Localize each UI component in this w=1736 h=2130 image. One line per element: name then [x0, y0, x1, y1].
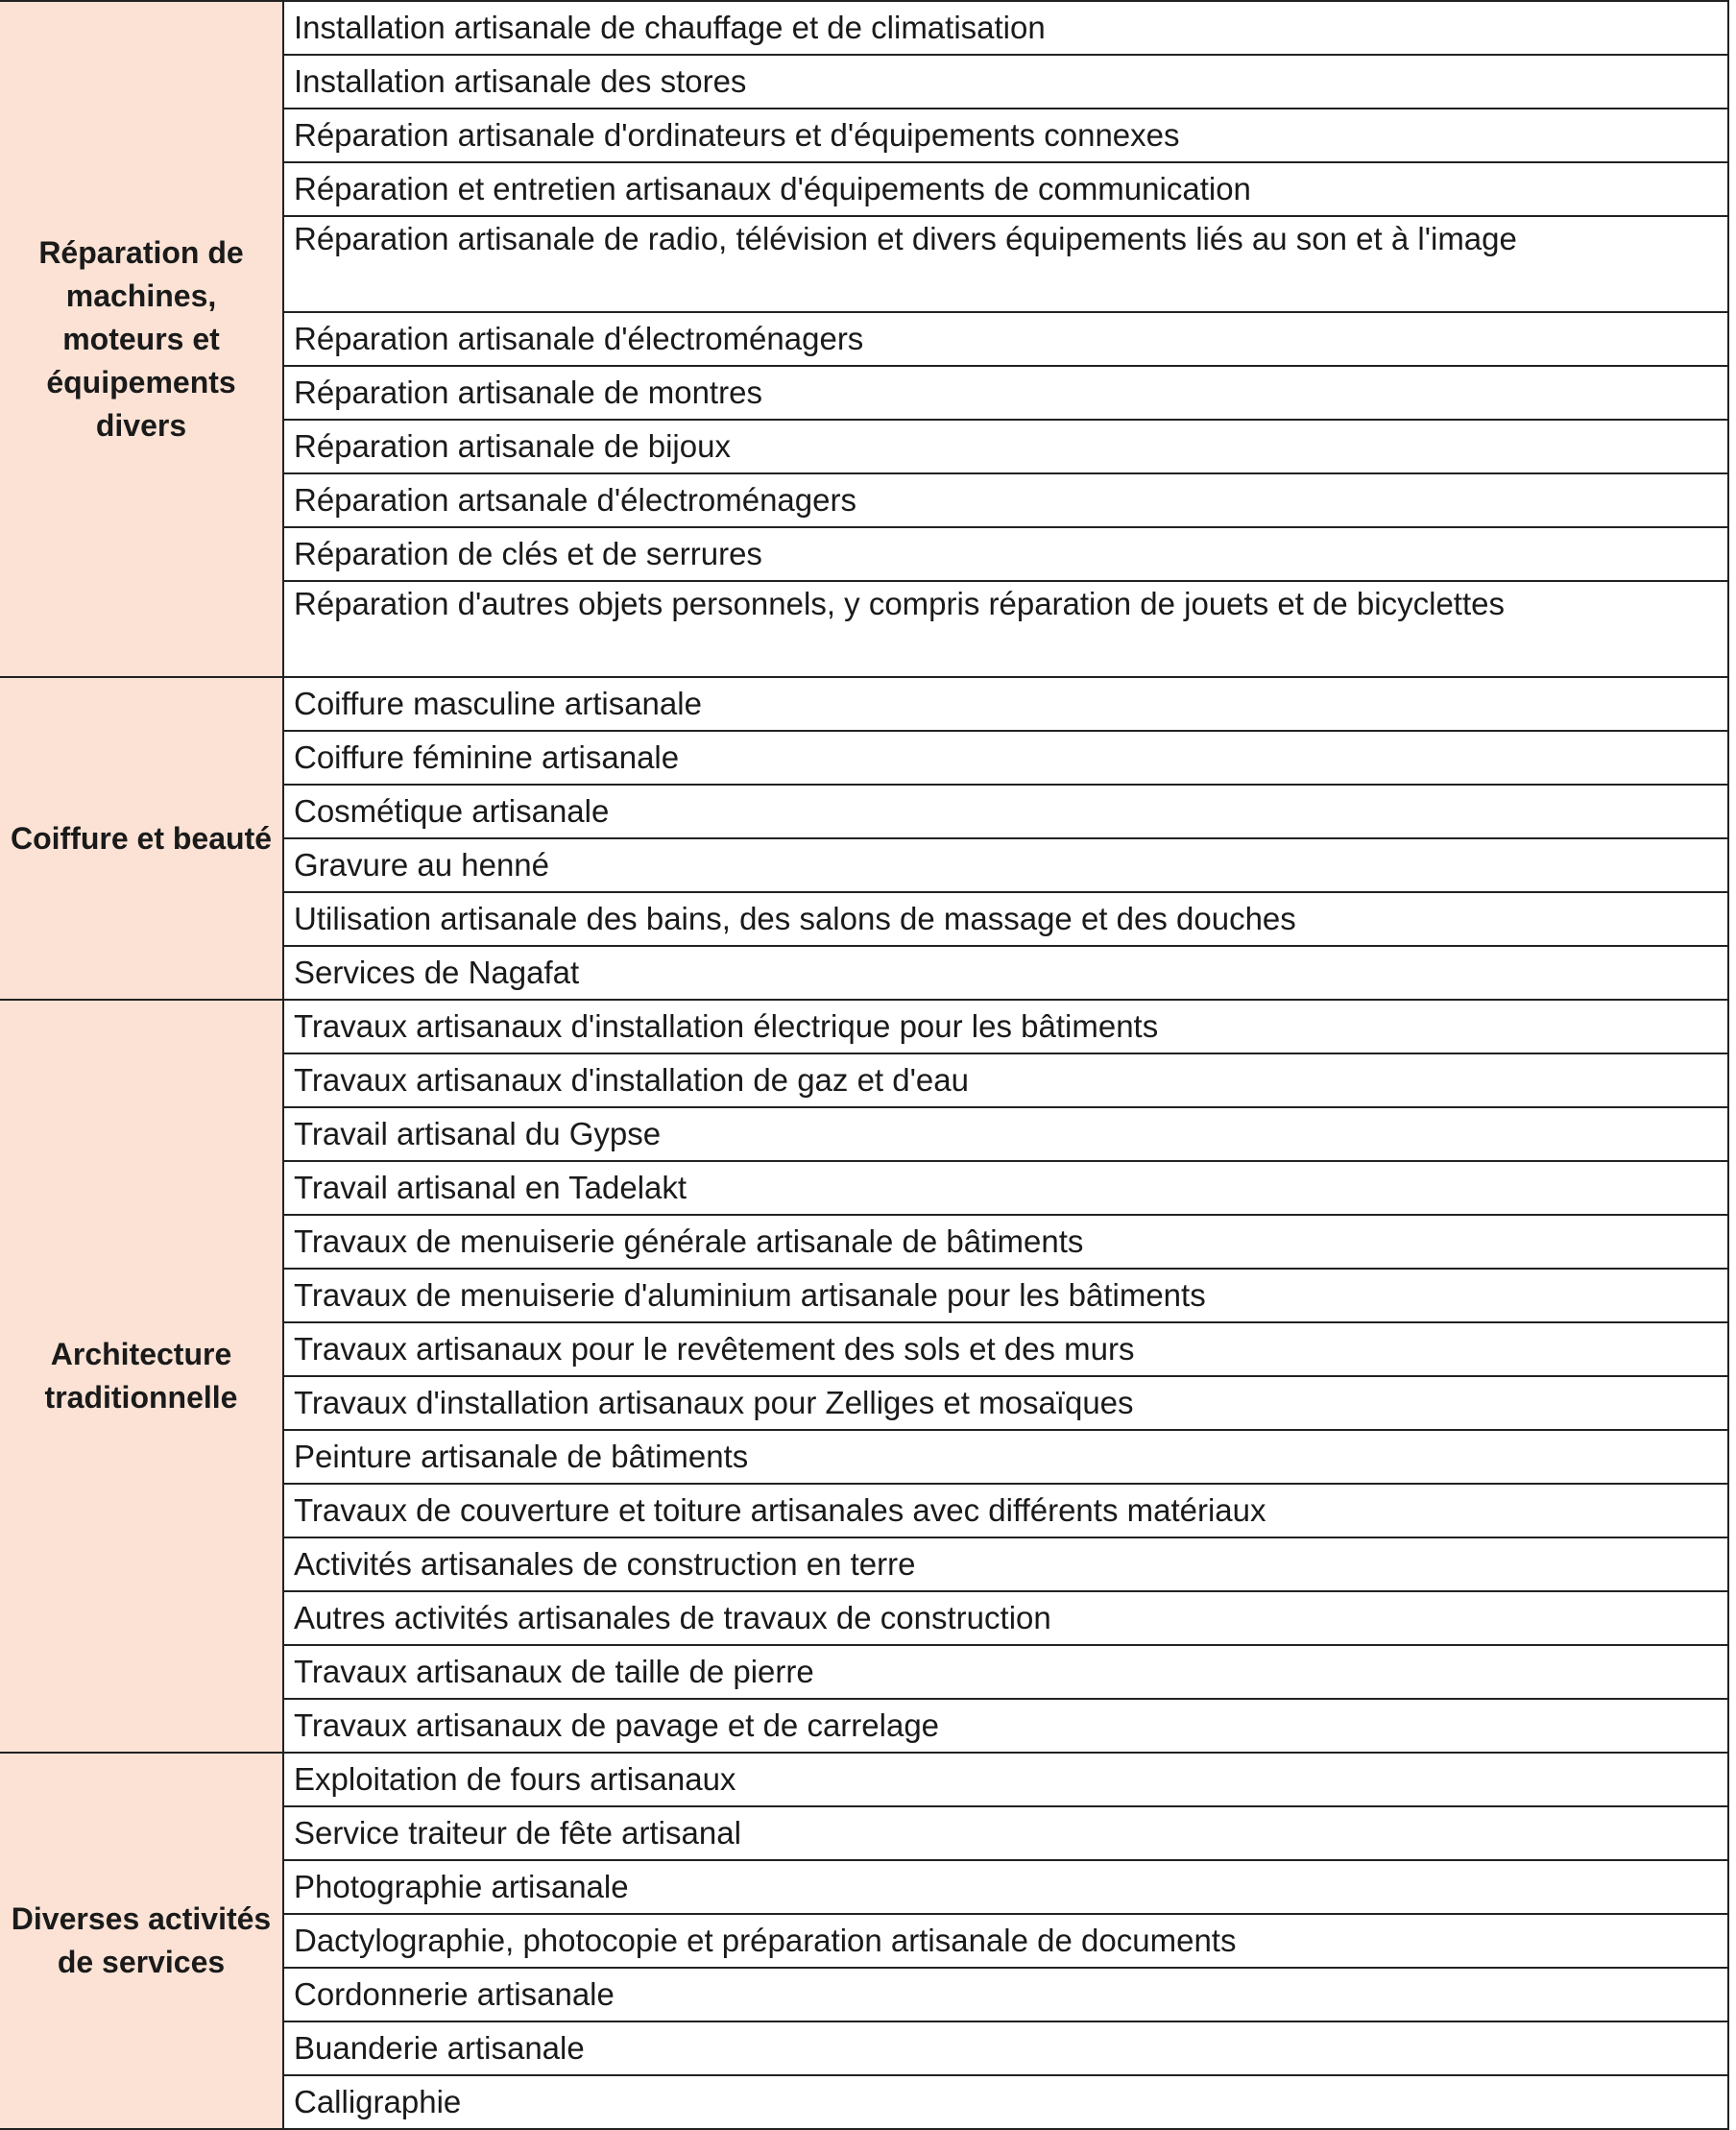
- activity-cell: Réparation artisanale d'électroménagers: [283, 312, 1728, 366]
- activity-cell: Coiffure masculine artisanale: [283, 677, 1728, 731]
- activity-cell: Installation artisanale de chauffage et de climatisation: [283, 1, 1728, 55]
- activity-cell: Dactylographie, photocopie et préparation artisanale de documents: [283, 1914, 1728, 1968]
- activity-cell: Cordonnerie artisanale: [283, 1968, 1728, 2021]
- activity-cell: Coiffure féminine artisanale: [283, 731, 1728, 785]
- activity-cell: Travaux de menuiserie d'aluminium artisanale pour les bâtiments: [283, 1269, 1728, 1322]
- activity-cell: Réparation artisanale de radio, télévision et divers équipements liés au son et à l'image: [283, 216, 1728, 312]
- activity-cell: Cosmétique artisanale: [283, 785, 1728, 838]
- activity-cell: Service traiteur de fête artisanal: [283, 1806, 1728, 1860]
- category-cell-architecture: Architecture traditionnelle: [0, 1000, 283, 1753]
- activity-cell: Travail artisanal du Gypse: [283, 1107, 1728, 1161]
- activity-cell: Travaux d'installation artisanaux pour Zelliges et mosaïques: [283, 1376, 1728, 1430]
- activity-cell: Réparation et entretien artisanaux d'équipements de communication: [283, 162, 1728, 216]
- activity-cell: Buanderie artisanale: [283, 2021, 1728, 2075]
- activity-cell: Réparation artisanale de bijoux: [283, 420, 1728, 473]
- table-row: [0, 1000, 1728, 1053]
- activity-cell: Travaux de couverture et toiture artisanales avec différents matériaux: [283, 1484, 1728, 1537]
- activity-cell: Réparation artisanale de montres: [283, 366, 1728, 420]
- activity-cell: Photographie artisanale: [283, 1860, 1728, 1914]
- activity-cell: Installation artisanale des stores: [283, 55, 1728, 109]
- activity-cell: Travaux artisanaux d'installation de gaz et d'eau: [283, 1053, 1728, 1107]
- category-cell-repair: Réparation de machines, moteurs et équipements divers: [0, 1, 283, 677]
- table-row: [0, 677, 1728, 731]
- activity-cell: Réparation artsanale d'électroménagers: [283, 473, 1728, 527]
- activity-cell: Activités artisanales de construction en terre: [283, 1537, 1728, 1591]
- activity-cell: Réparation de clés et de serrures: [283, 527, 1728, 581]
- category-cell-services: Diverses activités de services: [0, 1753, 283, 2129]
- table-row: [0, 1, 1728, 55]
- activity-cell: Autres activités artisanales de travaux de construction: [283, 1591, 1728, 1645]
- activity-cell: Travaux artisanaux de taille de pierre: [283, 1645, 1728, 1699]
- activity-cell: Gravure au henné: [283, 838, 1728, 892]
- activity-cell: Calligraphie: [283, 2075, 1728, 2129]
- activity-cell: Peinture artisanale de bâtiments: [283, 1430, 1728, 1484]
- activity-cell: Utilisation artisanale des bains, des salons de massage et des douches: [283, 892, 1728, 946]
- activity-cell: Travaux artisanaux pour le revêtement des sols et des murs: [283, 1322, 1728, 1376]
- activity-cell: Travaux de menuiserie générale artisanale de bâtiments: [283, 1215, 1728, 1269]
- activity-cell: Services de Nagafat: [283, 946, 1728, 1000]
- activity-cell: Réparation artisanale d'ordinateurs et d'équipements connexes: [283, 109, 1728, 162]
- activity-cell: Travaux artisanaux de pavage et de carrelage: [283, 1699, 1728, 1753]
- category-cell-hair-beauty: Coiffure et beauté: [0, 677, 283, 1000]
- activity-cell: Travaux artisanaux d'installation électrique pour les bâtiments: [283, 1000, 1728, 1053]
- activity-cell: Réparation d'autres objets personnels, y compris réparation de jouets et de bicyclettes: [283, 581, 1728, 677]
- activity-cell: Exploitation de fours artisanaux: [283, 1753, 1728, 1806]
- table-row: [0, 1753, 1728, 1806]
- activity-cell: Travail artisanal en Tadelakt: [283, 1161, 1728, 1215]
